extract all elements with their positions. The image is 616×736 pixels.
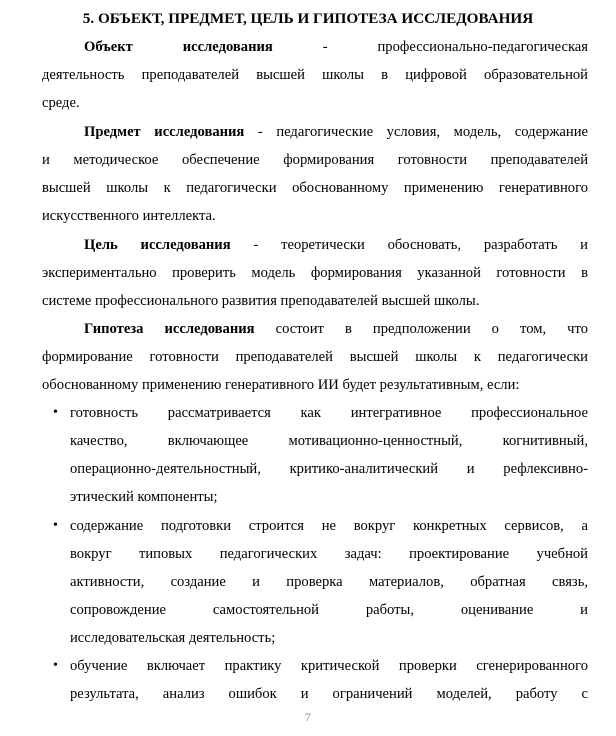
object-label: Объект исследования: [84, 39, 273, 55]
bullet-3-line-1: обучение включает практику критической проверки сгенерированного: [70, 658, 588, 674]
bullet-1-line-3: операционно-деятельностный, критико-аналитический и рефлексивно-: [70, 461, 588, 477]
bullet-marker: •: [53, 658, 58, 673]
bullet-marker: •: [53, 405, 58, 420]
subject-line-3: высшей школы к педагогически обоснованному применению генеративного: [42, 180, 588, 196]
bullet-3-line-2: результата, анализ ошибок и ограничений моделей, работу с: [70, 686, 588, 702]
bullet-2-line-5: исследовательская деятельность;: [70, 630, 276, 646]
subject-line-4: искусственного интеллекта.: [42, 208, 216, 224]
goal-line-1: [84, 231, 588, 259]
hypothesis-label: Гипотеза исследования: [84, 321, 255, 337]
subject-line-1: [84, 118, 588, 146]
bullet-2-line-3: активности, создание и проверка материалов, обратная связь,: [70, 574, 588, 590]
bullet-marker: •: [53, 518, 58, 533]
goal-line-3: системе профессионального развития преподавателей высшей школы.: [42, 293, 480, 309]
goal-label: Цель исследования: [84, 237, 231, 253]
subject-text: - педагогические условия, модель, содержание: [244, 124, 589, 140]
bullet-1-line-4: этический компоненты;: [70, 489, 218, 505]
section-heading: 5. ОБЪЕКТ, ПРЕДМЕТ, ЦЕЛЬ И ГИПОТЕЗА ИССЛЕДОВАНИЯ: [82, 10, 534, 27]
subject-line-2: и методическое обеспечение формирования готовности преподавателей: [42, 152, 588, 168]
hypothesis-line-1: [84, 315, 588, 343]
bullet-1-line-1: готовность рассматривается как интегративное профессиональное: [70, 405, 588, 421]
object-line-3: среде.: [42, 95, 80, 111]
object-text: - профессионально-педагогическая: [272, 39, 589, 55]
goal-line-2: экспериментально проверить модель формирования указанной готовности в: [42, 265, 588, 281]
subject-label: Предмет исследования: [84, 124, 245, 140]
bullet-1-line-2: качество, включающее мотивационно-ценностный, когнитивный,: [70, 433, 588, 449]
page-number: 7: [305, 712, 311, 724]
bullet-2-line-4: сопровождение самостоятельной работы, оценивание и: [70, 602, 588, 618]
bullet-2-line-1: содержание подготовки строится не вокруг конкретных сервисов, а: [70, 518, 588, 534]
hypothesis-line-2: формирование готовности преподавателей высшей школы к педагогически: [42, 349, 588, 365]
object-line-2: деятельность преподавателей высшей школы в цифровой образовательной: [42, 67, 588, 83]
object-line-1: [84, 33, 588, 61]
goal-text: - теоретически обосновать, разработать и: [230, 237, 588, 253]
bullet-2-line-2: вокруг типовых педагогических задач: проектирование учебной: [70, 546, 588, 562]
hypothesis-line-3: обоснованному применению генеративного ИИ будет результативным, если:: [42, 377, 520, 393]
hypothesis-text: состоит в предположении о том, что: [254, 321, 588, 337]
